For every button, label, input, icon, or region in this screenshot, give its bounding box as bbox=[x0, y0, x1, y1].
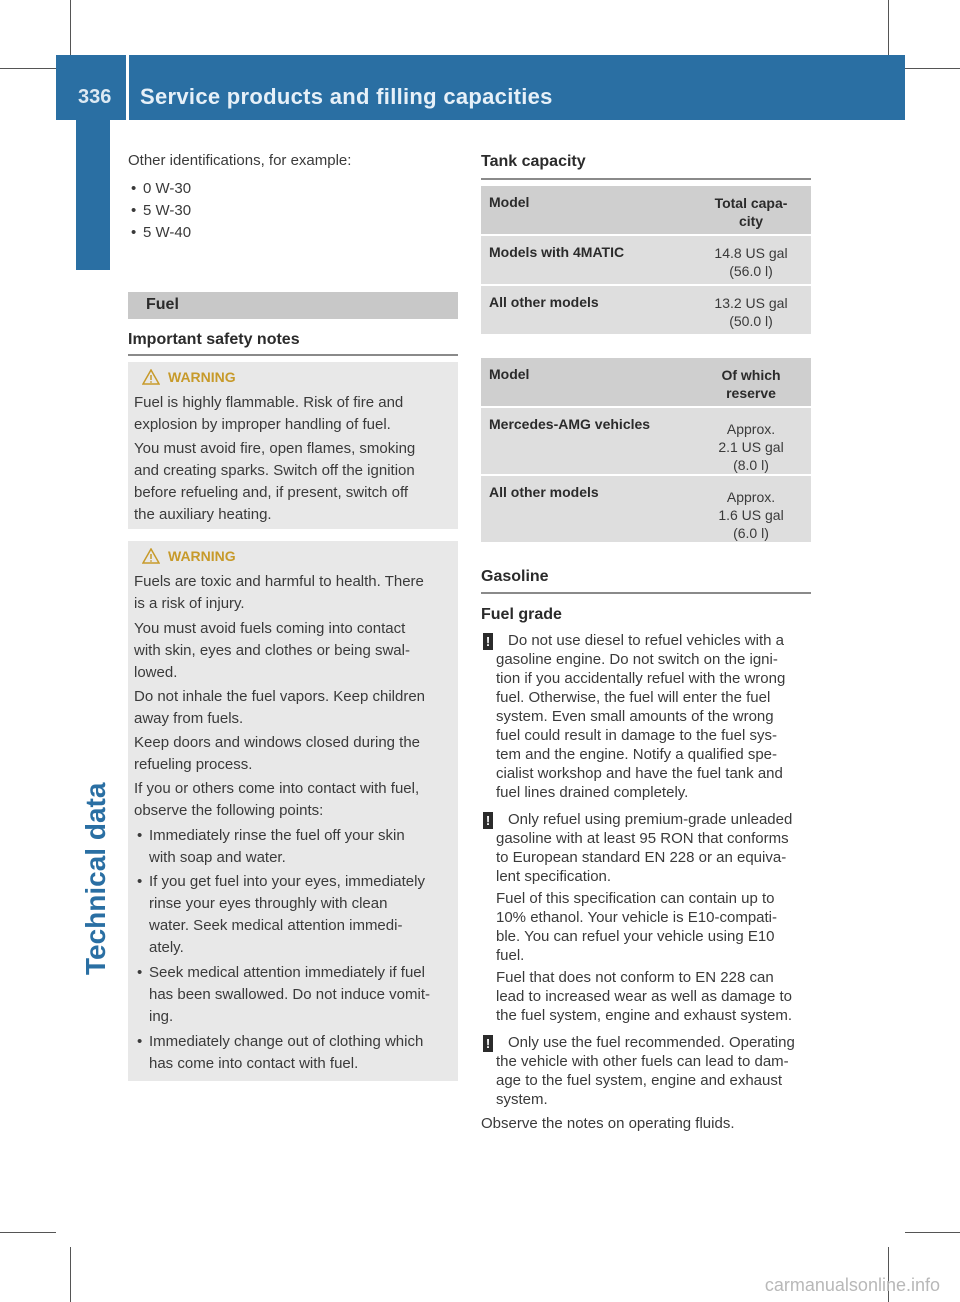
note-text: gasoline with at least 95 RON that conforms bbox=[496, 830, 789, 847]
list-item: • 0 W-30 bbox=[143, 178, 191, 200]
crop-mark bbox=[905, 68, 960, 69]
crop-mark bbox=[70, 0, 71, 55]
warning-text: away from fuels. bbox=[134, 710, 244, 727]
note-text: system. Even small amounts of the wrong bbox=[496, 708, 774, 725]
crop-mark bbox=[0, 1232, 56, 1233]
list-item: • Seek medical attention immediately if fuel bbox=[149, 962, 425, 984]
warning-text: Keep doors and windows closed during the bbox=[134, 734, 421, 751]
note-text: gasoline engine. Do not switch on the igni- bbox=[496, 651, 778, 668]
divider bbox=[481, 178, 811, 180]
divider bbox=[481, 592, 811, 594]
list-item-cont: with soap and water. bbox=[149, 849, 286, 866]
warning-text: before refueling and, if present, switch off bbox=[134, 484, 409, 501]
list-item-cont: ing. bbox=[149, 1008, 174, 1025]
crop-mark bbox=[70, 1247, 71, 1302]
exclamation-icon: ! bbox=[483, 1035, 493, 1052]
warning-title: WARNING bbox=[168, 548, 236, 564]
list-item: • If you get fuel into your eyes, immediately bbox=[149, 871, 425, 893]
side-tab bbox=[76, 120, 110, 270]
table-cell-value: 13.2 US gal (50.0 l) bbox=[714, 295, 788, 329]
table-header-model: Model bbox=[489, 366, 530, 382]
note-text: Only use the fuel recommended. Operating bbox=[508, 1034, 795, 1051]
note-text: tion if you accidentally refuel with the wrong bbox=[496, 670, 786, 687]
crop-mark bbox=[888, 0, 889, 55]
list-item-cont: ately. bbox=[149, 939, 184, 956]
list-item-cont: water. Seek medical attention immedi- bbox=[149, 917, 403, 934]
tank-capacity-heading: Tank capacity bbox=[481, 153, 586, 170]
note-text: Fuel of this specification can contain up to bbox=[496, 890, 775, 907]
note-text: fuel. bbox=[496, 947, 525, 964]
warning-box bbox=[128, 541, 458, 1081]
closing-text: Observe the notes on operating fluids. bbox=[481, 1115, 735, 1132]
list-item-cont: has come into contact with fuel. bbox=[149, 1055, 359, 1072]
page-title: Service products and filling capacities bbox=[140, 84, 553, 109]
table-header-value: Of which reserve bbox=[721, 367, 781, 401]
warning-text: Fuels are toxic and harmful to health. There bbox=[134, 573, 424, 590]
list-item-cont: has been swallowed. Do not induce vomit- bbox=[149, 986, 430, 1003]
crop-mark bbox=[0, 68, 56, 69]
note-text: fuel. Otherwise, the fuel will enter the fuel bbox=[496, 689, 771, 706]
table-header bbox=[481, 358, 811, 406]
table-cell-model: Mercedes-AMG vehicles bbox=[489, 416, 651, 432]
table-cell-value: Approx. 1.6 US gal (6.0 l) bbox=[718, 489, 784, 541]
note-text: the fuel system, engine and exhaust system. bbox=[496, 1007, 792, 1024]
warning-text: observe the following points: bbox=[134, 802, 324, 819]
section-bar-fuel bbox=[128, 292, 458, 319]
table-header bbox=[481, 186, 811, 234]
note-text: fuel could result in damage to the fuel sys- bbox=[496, 727, 777, 744]
warning-text: explosion by improper handling of fuel. bbox=[134, 416, 391, 433]
note-text: Only refuel using premium-grade unleaded bbox=[508, 811, 793, 828]
warning-text: Do not inhale the fuel vapors. Keep children bbox=[134, 688, 426, 705]
note-text: system. bbox=[496, 1091, 548, 1108]
note-text: fuel lines drained completely. bbox=[496, 784, 689, 801]
warning-text: You must avoid fuels coming into contact bbox=[134, 620, 406, 637]
list-item: • 5 W-30 bbox=[143, 200, 191, 222]
warning-text: lowed. bbox=[134, 664, 178, 681]
warning-text: If you or others come into contact with fuel, bbox=[134, 780, 420, 797]
note-text: tem and the engine. Notify a qualified spe- bbox=[496, 746, 778, 763]
side-section-label: Technical data bbox=[80, 782, 111, 975]
table-cell-model: Models with 4MATIC bbox=[489, 244, 625, 260]
exclamation-icon: ! bbox=[483, 633, 493, 650]
note-text: Fuel that does not conform to EN 228 can bbox=[496, 969, 774, 986]
table-header-value: Total capa- city bbox=[714, 195, 788, 229]
table-row bbox=[481, 476, 811, 542]
divider bbox=[128, 354, 458, 356]
list-item: • Immediately change out of clothing which bbox=[149, 1031, 423, 1053]
note-text: age to the fuel system, engine and exhaust bbox=[496, 1072, 783, 1089]
table-row bbox=[481, 236, 811, 284]
page-number: 336 bbox=[78, 86, 112, 108]
warning-text: refueling process. bbox=[134, 756, 253, 773]
table-row bbox=[481, 408, 811, 474]
warning-text: with skin, eyes and clothes or being swal- bbox=[134, 642, 410, 659]
table-header-model: Model bbox=[489, 194, 530, 210]
exclamation-icon: ! bbox=[483, 812, 493, 829]
table-cell-value: Approx. 2.1 US gal (8.0 l) bbox=[718, 421, 784, 473]
list-item: • 5 W-40 bbox=[143, 222, 191, 244]
list-item: • Immediately rinse the fuel off your skin bbox=[149, 825, 405, 847]
warning-text: You must avoid fire, open flames, smoking bbox=[134, 440, 416, 457]
note-text: lead to increased wear as well as damage to bbox=[496, 988, 793, 1005]
table-cell-value: 14.8 US gal (56.0 l) bbox=[714, 245, 788, 279]
warning-triangle-icon bbox=[142, 369, 160, 385]
note-text: Do not use diesel to refuel vehicles with a bbox=[508, 632, 784, 649]
note-text: 10% ethanol. Your vehicle is E10-compati- bbox=[496, 909, 778, 926]
watermark: carmanualsonline.info bbox=[764, 1275, 940, 1295]
crop-mark bbox=[905, 1232, 960, 1233]
warning-text: is a risk of injury. bbox=[134, 595, 245, 612]
warning-text: the auxiliary heating. bbox=[134, 506, 272, 523]
section-title: Fuel bbox=[146, 296, 179, 313]
gasoline-heading: Gasoline bbox=[481, 568, 549, 585]
table-cell-model: All other models bbox=[489, 484, 599, 500]
warning-box bbox=[128, 362, 458, 529]
warning-text: Fuel is highly flammable. Risk of fire and bbox=[134, 394, 404, 411]
fuel-grade-heading: Fuel grade bbox=[481, 606, 562, 623]
safety-heading: Important safety notes bbox=[128, 331, 300, 348]
note-text: the vehicle with other fuels can lead to dam- bbox=[496, 1053, 789, 1070]
warning-text: and creating sparks. Switch off the ignition bbox=[134, 462, 415, 479]
note-text: to European standard EN 228 or an equiva- bbox=[496, 849, 787, 866]
note-text: ble. You can refuel your vehicle using E10 bbox=[496, 928, 775, 945]
table-cell-model: All other models bbox=[489, 294, 599, 310]
warning-triangle-icon bbox=[142, 548, 160, 564]
table-row bbox=[481, 286, 811, 334]
header-divider bbox=[126, 55, 129, 120]
note-text: cialist workshop and have the fuel tank and bbox=[496, 765, 783, 782]
list-item-cont: rinse your eyes throughly with clean bbox=[149, 895, 388, 912]
intro-text: Other identifications, for example: bbox=[128, 152, 352, 169]
warning-title: WARNING bbox=[168, 369, 236, 385]
note-text: lent specification. bbox=[496, 868, 612, 885]
